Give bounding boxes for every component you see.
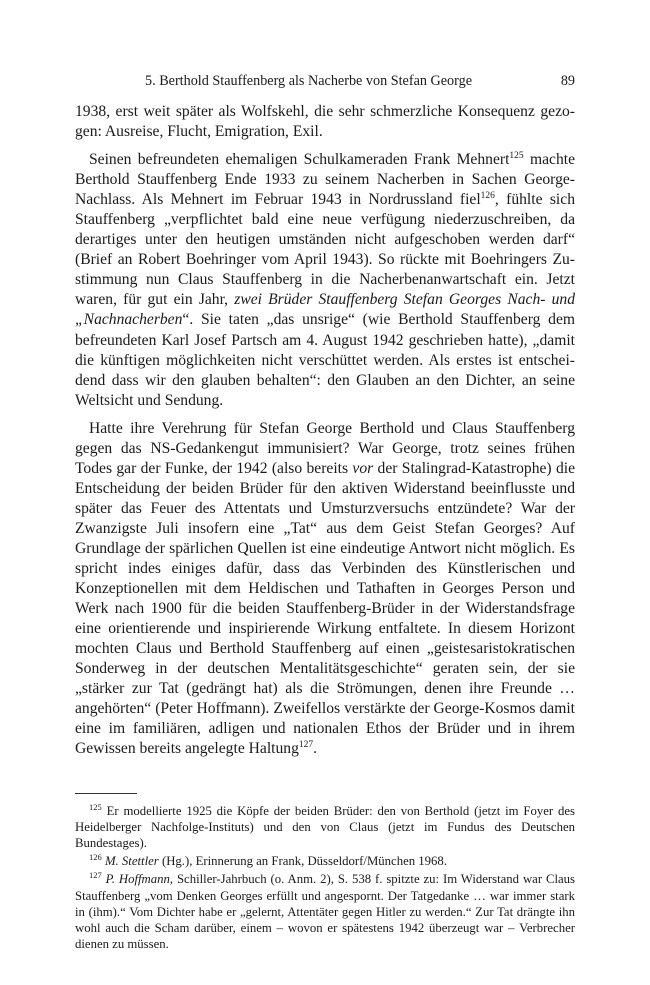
main-text	[75, 102, 575, 760]
footnote-number: 127	[89, 870, 102, 881]
footnote-ref-126[interactable]: 126	[480, 191, 495, 202]
paragraph-2-part-c: , fühlte sich Stauffenberg „verpflichtet bald eine neue verfügung niederzuschreiben, da derartiges unter den heutigen umständen nicht aufgeschoben werden darf“ (Brief an Robert Boehringer vom April 1943). So rückte mit Boehringers Zustimmung nun Claus Stauffenberg in die Nacherbenanwartschaft ein. Jetzt waren, für gut ein Jahr,	[75, 191, 575, 309]
paragraph-2	[75, 150, 575, 411]
paragraph-3	[75, 419, 575, 760]
paragraph-2-italic: zwei Brüder Stauffenberg Stefan Georges Nach- und „Nachnacherben	[75, 291, 575, 329]
running-title: 5. Berthold Stauffenberg als Nacherbe von Stefan George	[145, 73, 473, 89]
footnote-127	[75, 871, 575, 952]
footnote-divider	[75, 793, 137, 794]
paragraph-1: 1938, erst weit später als Wolfskehl, die sehr schmerzliche Konsequenz gezogen: Ausreise, Flucht, Emigration, Exil.	[75, 103, 575, 141]
footnote-text: (Hg.), Erinnerung an Frank, Düsseldorf/München 1968.	[158, 854, 447, 869]
footnote-126	[75, 853, 575, 869]
running-header	[75, 72, 575, 90]
footnote-number: 126	[89, 852, 102, 863]
page-number: 89	[560, 73, 575, 89]
paragraph-2-part-b: machte Berthold Stauffenberg Ende 1933 zu seinem Nacherben in Sachen George-Nachlass. Als Mehnert im Februar 1943 in Nordrussland fiel	[75, 151, 575, 209]
footnote-ref-127[interactable]: 127	[298, 740, 314, 751]
footnote-125	[75, 803, 575, 852]
footnote-author: M. Stettler	[104, 854, 159, 869]
paragraph-2-part-d: “. Sie taten „das unsrige“ (wie Berthold Stauffenberg dem befreundeten Karl Josef Partsch am 4. August 1942 geschrieben hatte), „damit die künftigen möglichkeiten nicht verschüttet werden. Als erstes ist entscheidend dass wir den glauben behalten“: den Glauben an den Dichter, an seine Weltsicht und Sendung.	[75, 311, 575, 409]
paragraph-3-italic: vor	[352, 459, 374, 477]
book-page	[75, 72, 575, 954]
paragraph-3-part-a: Hatte ihre Verehrung für Stefan George Berthold und Claus Stauffenberg gegen das NS-Gedankengut immunisiert? War George, trotz seines frühen Todes gar der Funke, der 1942 (also bereits	[75, 419, 575, 477]
footnote-ref-125[interactable]: 125	[509, 151, 524, 162]
footnote-text: Er modellierte 1925 die Köpfe der beiden Brüder: den von Berthold (jetzt im Foyer des Heidelberger Nachfolge-Instituts) und den von Claus (jetzt im Fundus des Deutschen Bundestages).	[75, 803, 575, 850]
footnote-number: 125	[89, 801, 102, 812]
footnote-text: , Schiller-Jahrbuch (o. Anm. 2), S. 538 f. spitzte zu: Im Widerstand war Claus Stauffenberg „vom Denken Georges erfüllt und angespornt. Der Tatgedanke … war immer stark in (ihm).“ Vom Dichter habe er „gelernt, Attentäter gegen Hitler zu werden.“ Zur Tat drängte ihn wohl auch die Scham darüber, einem – wovon er spätestens 1942 überzeugt war – Verbrecher dienen zu müssen.	[75, 872, 575, 952]
footnote-author: P. Hoffmann	[105, 872, 170, 887]
footnotes	[75, 803, 575, 953]
paragraph-2-part-a: Seinen befreundeten ehemaligen Schulkameraden Frank Mehnert	[89, 151, 510, 169]
paragraph-3-part-b: der Stalingrad-Katastrophe) die Entscheidung der beiden Brüder für den aktiven Widerstand beeinflusste und später das Feuer des Attentats und Umsturzversuchs entzündete? War der Zwanzigste Juli insofern eine „Tat“ aus dem Geist Stefan Georges? Auf Grundlage der spärlichen Quellen ist eine eindeutige Antwort nicht möglich. Es spricht indes einiges dafür, dass das Verbinden des Künstlerischen und Konzeptionellen mit dem Heldischen und Tathaften in Georges Person und Werk nach 1900 für die beiden Stauffenberg-Brüder in der Widerstandsfrage eine orientierende und inspirierende Wirkung entfaltete. In diesem Horizont mochten Claus und Berthold Stauffenberg auf einen „geistesaristokratischen Sonderweg in der deutschen Mentalitätsgeschichte“ geraten sein, der sie „stärker zur Tat (gedrängt hat) als die Strömungen, denen ihre Freunde … angehörten“ (Peter Hoffmann). Zweifellos verstärkte der George-Kosmos damit eine im familiären, adligen und nationalen Ethos der Brüder und in ihrem Gewissen bereits angelegte Haltung	[75, 459, 576, 758]
paragraph-3-part-c: .	[313, 740, 318, 758]
